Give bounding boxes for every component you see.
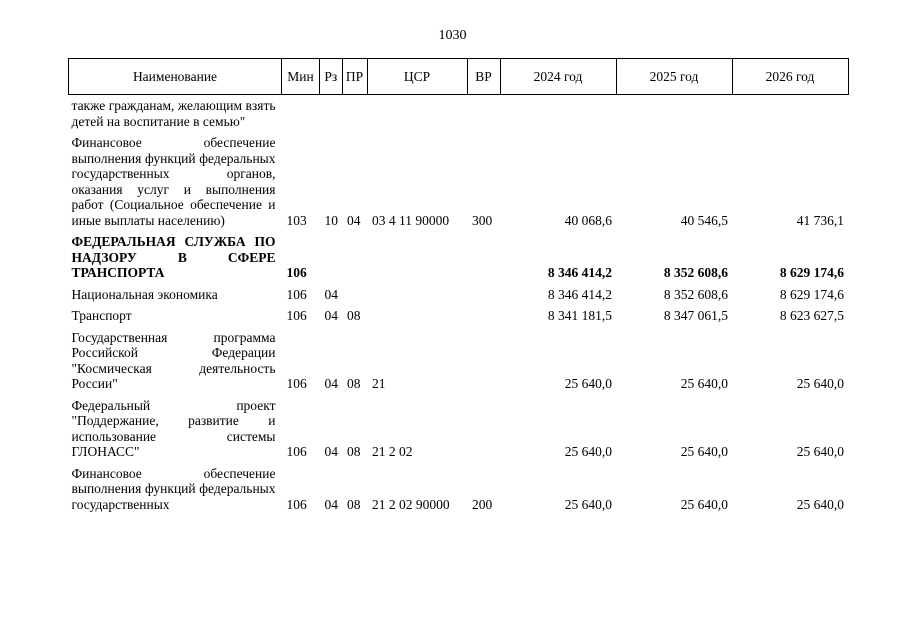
table-row [69,327,849,395]
row-2024: 25 640,0 [564,444,612,459]
row-csr: 03 4 11 90000 [372,212,450,228]
row-name: Финансовое обеспечение выполнения функций федеральных государственных [71,465,276,512]
row-2025 [616,95,732,133]
row-csr [367,95,467,133]
header-rz: Рз [320,59,343,95]
header-2026: 2026 год [732,59,848,95]
row-rz: 04 [324,308,338,323]
row-2026: 25 640,0 [796,496,844,512]
row-min: 106 [286,286,307,302]
row-2025: 25 640,0 [680,496,728,512]
row-name: также гражданам, желающим взять детей на воспитание в семью" [71,98,276,129]
table-row [69,95,849,133]
row-rz [320,231,343,284]
row-2026: 25 640,0 [796,376,844,391]
row-2024: 8 346 414,2 [547,265,612,280]
row-pr: 08 [347,496,361,512]
row-name: Государственная программа Российской Федерации "Космическая деятельность России" [71,329,276,391]
table-row [69,284,849,306]
row-2026: 8 623 627,5 [779,308,844,323]
row-name: Федеральный проект "Поддержание, развитие и использование системы ГЛОНАСС" [71,397,276,459]
row-2024: 25 640,0 [564,376,612,391]
row-2025: 8 352 608,6 [663,265,728,280]
row-min: 106 [286,376,307,391]
budget-table [68,58,849,515]
table-row [69,231,849,284]
row-csr: 21 [372,376,386,391]
row-2025: 25 640,0 [680,444,728,459]
row-min: 106 [286,308,307,323]
row-rz: 04 [324,444,338,459]
table-header-row [69,59,849,95]
header-2024: 2024 год [500,59,616,95]
row-csr: 21 2 02 90000 [372,496,450,512]
row-vr [467,95,500,133]
row-min: 106 [286,265,307,280]
table-row [69,305,849,327]
row-vr [467,305,500,327]
row-2026: 8 629 174,6 [779,265,844,280]
table-row [69,132,849,231]
row-2025: 8 352 608,6 [663,286,728,302]
row-name: ФЕДЕРАЛЬНАЯ СЛУЖБА ПО НАДЗОРУ В СФЕРЕ ТРАНСПОРТА [71,234,276,280]
row-2024: 8 341 181,5 [547,308,612,323]
row-min [282,95,320,133]
table-row [69,395,849,463]
row-min: 106 [286,496,307,512]
row-rz: 04 [324,376,338,391]
row-csr [367,231,467,284]
row-2024 [500,95,616,133]
row-2024: 40 068,6 [564,212,612,228]
header-csr: ЦСР [367,59,467,95]
row-csr [367,284,467,306]
table-row [69,463,849,516]
row-pr: 08 [347,308,361,323]
row-name: Финансовое обеспечение выполнения функций федеральных государственных органов, оказания услуг и выполнения работ (Социальное обеспечение и иные выплаты населению) [71,135,276,228]
row-min: 106 [286,444,307,459]
row-vr: 200 [472,496,493,512]
row-vr [467,395,500,463]
row-vr [467,327,500,395]
row-2025: 8 347 061,5 [663,308,728,323]
row-2024: 8 346 414,2 [547,286,612,302]
row-pr: 08 [347,376,361,391]
header-2025: 2025 год [616,59,732,95]
row-rz: 04 [324,286,338,302]
header-pr: ПР [342,59,367,95]
row-pr: 04 [347,212,361,228]
row-2025: 25 640,0 [680,376,728,391]
row-name: Национальная экономика [71,286,218,302]
row-2024: 25 640,0 [564,496,612,512]
row-2025: 40 546,5 [680,212,728,228]
row-csr [367,305,467,327]
header-vr: ВР [467,59,500,95]
row-rz: 10 [324,212,338,228]
row-2026: 25 640,0 [796,444,844,459]
row-rz [320,95,343,133]
row-name: Транспорт [71,308,132,323]
row-vr [467,284,500,306]
header-min: Мин [282,59,320,95]
row-min: 103 [286,212,307,228]
row-pr [342,284,367,306]
row-csr: 21 2 02 [372,444,413,459]
row-rz: 04 [324,496,338,512]
row-pr [342,95,367,133]
row-2026 [732,95,848,133]
row-vr: 300 [472,212,493,228]
header-name: Наименование [69,59,282,95]
row-2026: 41 736,1 [796,212,844,228]
page-number: 1030 [438,28,467,43]
row-pr: 08 [347,444,361,459]
row-pr [342,231,367,284]
row-2026: 8 629 174,6 [779,286,844,302]
row-vr [467,231,500,284]
